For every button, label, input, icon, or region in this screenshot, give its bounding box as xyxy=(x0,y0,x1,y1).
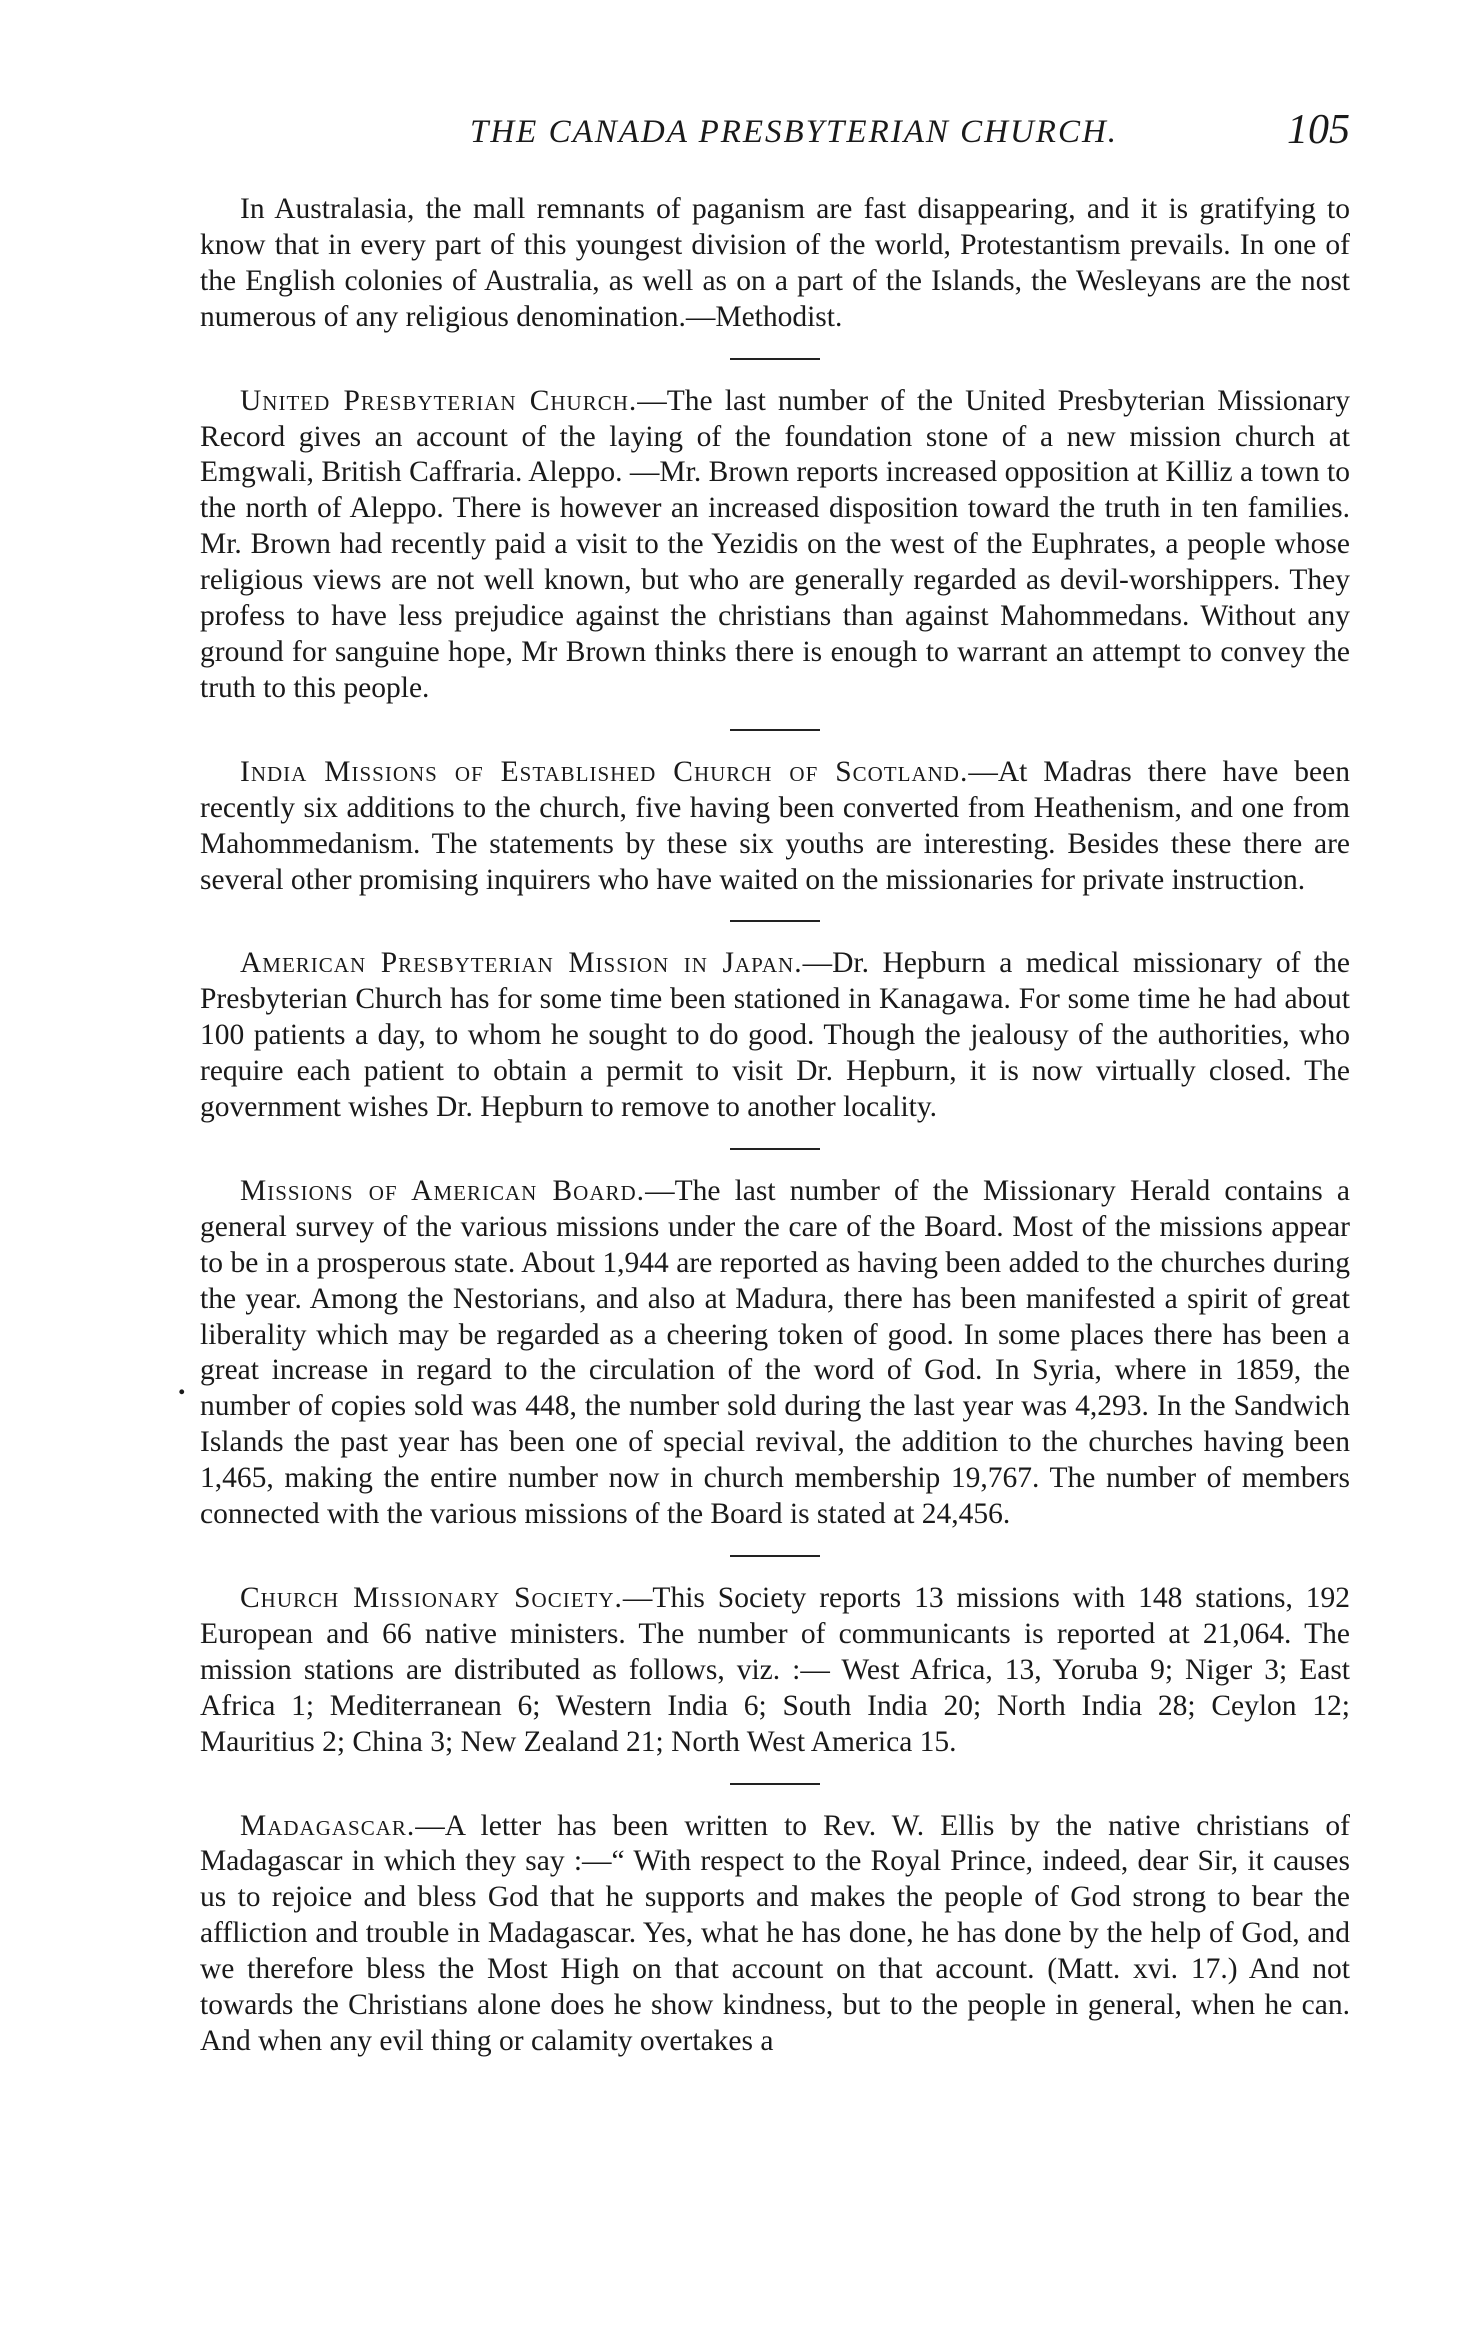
margin-mark: . xyxy=(178,1368,186,1401)
paragraph-text: —Dr. Hepburn a medical missionary of the Presbyterian Church has for some time been stationed in Kanagawa. For some time he had about 100 patients a day, to whom he sought to do good. Though the jealousy of the authorities, who require each patient to obtain a permit to visit Dr. Hepburn, it is now virtually closed. The government wishes Dr. Hepburn to remove to another locality. xyxy=(200,947,1350,1124)
paragraph-united-presbyterian xyxy=(200,384,1350,707)
paragraph-text: In Australasia, the mall remnants of paganism are fast disappearing, and it is gratifying to know that in every part of this youngest division of the world, Protestantism prevails. In one of the English colonies of Australia, as well as on a part of the Islands, the Wesleyans are the nost numerous of any religious denomination.—Methodist. xyxy=(200,193,1350,333)
paragraph-india-missions xyxy=(200,755,1350,899)
paragraph-american-board xyxy=(200,1174,1350,1533)
page-number: 105 xyxy=(1287,107,1350,153)
paragraph-text: —At Madras there have been recently six additions to the church, five having been converted from Heathenism, and one from Mahommedanism. The statements by these six youths are interesting. Besides these there are several other promising inquirers who have waited on the missionaries for private instruction. xyxy=(200,755,1350,896)
paragraph-heading: India Missions of Established Church of Scotland. xyxy=(240,755,969,788)
paragraph-australasia xyxy=(200,192,1350,336)
paragraph-japan-mission xyxy=(200,946,1350,1126)
page-header xyxy=(200,107,1350,172)
paragraph-heading: United Presbyterian Church. xyxy=(240,384,638,417)
separator-rule xyxy=(730,729,820,731)
paragraph-text: —This Society reports 13 missions with 148 stations, 192 European and 66 native ministers. The number of communicants is reported at 21,064. The mission stations are distributed as follows, viz. :— West Africa, 13, Yoruba 9; Niger 3; East Africa 1; Mediterranean 6; Western India 6; South India 20; North India 28; Ceylon 12; Mauritius 2; China 3; New Zealand 21; North West America 15. xyxy=(200,1582,1351,1758)
paragraph-madagascar xyxy=(200,1809,1350,2060)
paragraph-heading: Madagascar. xyxy=(240,1809,416,1842)
paragraph-heading: Missions of American Board. xyxy=(240,1174,646,1207)
separator-rule xyxy=(730,920,820,922)
separator-rule xyxy=(730,358,820,360)
paragraph-heading: Church Missionary Society. xyxy=(240,1582,623,1614)
paragraph-church-missionary-society xyxy=(200,1581,1350,1761)
paragraph-heading: American Presbyterian Mission in Japan. xyxy=(240,947,803,980)
paragraph-text: —The last number of the United Presbyterian Missionary Record gives an account of the laying of the foundation stone of a new mission church at Emgwali, British Caffraria. Aleppo. —Mr. Brown reports increased opposition at Killiz a town to the north of Aleppo. There is however an increased disposition toward the truth in ten families. Mr. Brown had recently paid a visit to the Yezidis on the west of the Euphrates, a people whose religious views are not well known, but who are generally regarded as devil-worshippers. They profess to have less prejudice against the christians than against Mahommedans. Without any ground for sanguine hope, Mr Brown thinks there is enough to warrant an attempt to convey the truth to this people. xyxy=(200,384,1350,704)
paragraph-text: —A letter has been written to Rev. W. Ellis by the native christians of Madagascar in which they say :—“ With respect to the Royal Prince, indeed, dear Sir, it causes us to rejoice and bless God that he supports and makes the people of God strong to bear the affliction and trouble in Madagascar. Yes, what he has done, he has done by the help of God, and we therefore bless the Most High on that account on that account. (Matt. xvi. 17.) And not towards the Christians alone does he show kindness, but to the people in general, when he can. And when any evil thing or calamity overtakes a xyxy=(200,1809,1350,2057)
article-body xyxy=(200,192,1350,2060)
separator-rule xyxy=(730,1148,820,1150)
paragraph-text: —The last number of the Missionary Herald contains a general survey of the various missions under the care of the Board. Most of the missions appear to be in a prosperous state. About 1,944 are reported as having been added to the churches during the year. Among the Nestorians, and also at Madura, there has been manifested a spirit of great liberality which may be regarded as a cheering token of good. In some places there has been a great increase in regard to the circulation of the word of God. In Syria, where in 1859, the number of copies sold was 448, the number sold during the last year was 4,293. In the Sandwich Islands the past year has been one of special revival, the addition to the churches having been 1,465, making the entire number now in church membership 19,767. The number of members connected with the various missions of the Board is stated at 24,456. xyxy=(200,1174,1350,1531)
running-head: THE CANADA PRESBYTERIAN CHURCH. xyxy=(470,114,1119,150)
separator-rule xyxy=(730,1555,820,1557)
separator-rule xyxy=(730,1783,820,1785)
